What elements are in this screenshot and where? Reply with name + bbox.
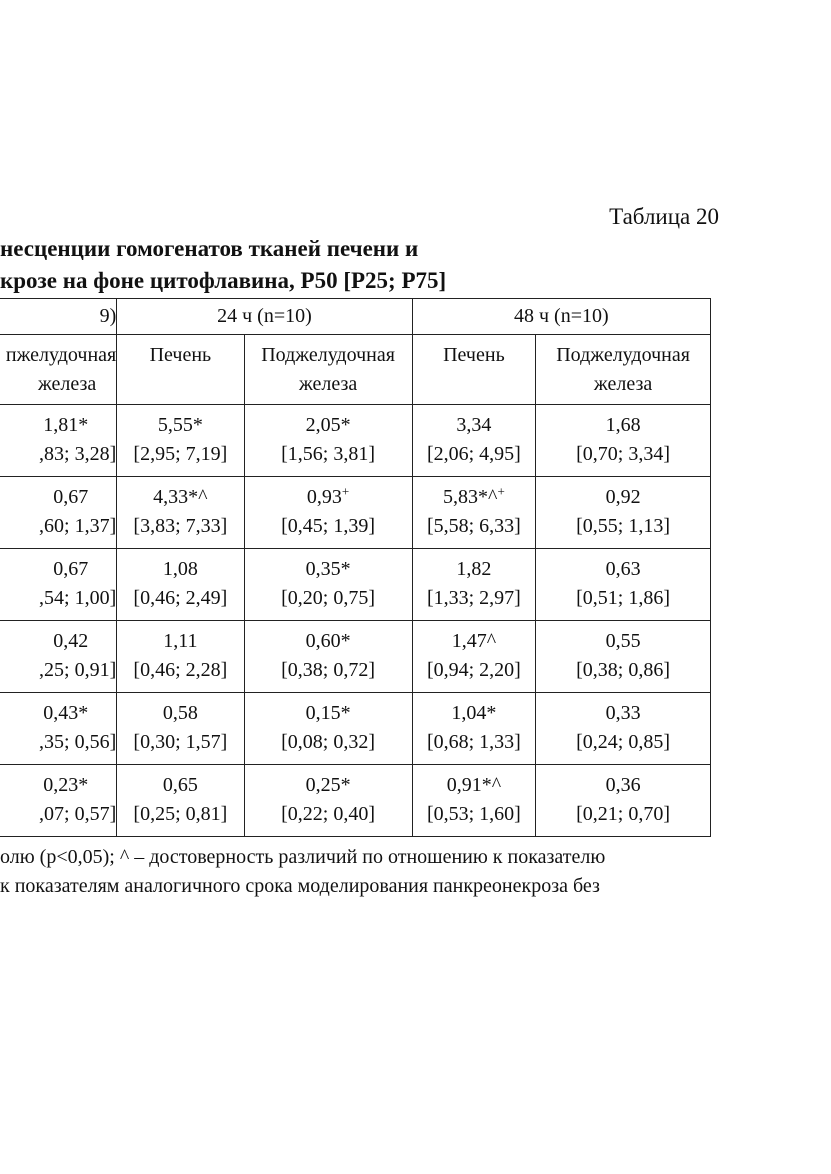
cell-median: 1,82 — [456, 558, 492, 580]
cell-range: [0,53; 1,60] — [426, 803, 521, 825]
cell-median: 0,23* — [43, 774, 89, 796]
cell-range: [0,46; 2,28] — [133, 659, 228, 681]
cell-value — [245, 699, 412, 728]
cell-range: [0,21; 0,70] — [576, 803, 671, 825]
cell-value — [117, 627, 243, 656]
cell-median: 0,25* — [305, 774, 351, 796]
cell-value — [413, 771, 535, 800]
cell-value — [413, 627, 535, 656]
cell-value — [413, 555, 535, 584]
cell-range: [0,38; 0,86] — [576, 659, 671, 681]
cell-value — [0, 699, 116, 728]
table-cell — [244, 765, 412, 837]
group-header-24h: 24 ч (n=10) — [117, 299, 412, 335]
cell-value — [536, 483, 710, 512]
cell-value — [536, 771, 710, 800]
cell-median: 5,83*^ — [443, 486, 498, 508]
table-cell — [117, 621, 244, 693]
table-cell — [412, 477, 535, 549]
cell-range: ,60; 1,37] — [39, 515, 117, 537]
table-cell — [0, 765, 117, 837]
table-row — [0, 405, 711, 477]
cell-range: ,35; 0,56] — [39, 731, 117, 753]
cell-value — [245, 771, 412, 800]
table-row — [0, 621, 711, 693]
cell-median: 4,33*^ — [153, 486, 208, 508]
cell-range: [0,51; 1,86] — [576, 587, 671, 609]
organ-header-cell — [0, 335, 117, 405]
cell-value — [245, 555, 412, 584]
data-table-body — [0, 299, 711, 837]
table-cell — [117, 549, 244, 621]
organ-header-line-1: Поджелудочная — [261, 344, 395, 366]
data-table — [0, 298, 711, 837]
cell-significance-mark: + — [497, 483, 505, 499]
cell-median: 1,11 — [163, 630, 198, 652]
cell-range: [2,95; 7,19] — [133, 443, 228, 465]
cell-range: [0,45; 1,39] — [281, 515, 376, 537]
cell-median: 0,42 — [53, 630, 89, 652]
cell-range: [0,08; 0,32] — [281, 731, 376, 753]
cell-range: [0,20; 0,75] — [281, 587, 376, 609]
footnote-line-2: к показателям аналогичного срока моделирования панкреонекроза без — [0, 875, 600, 897]
cell-range: ,25; 0,91] — [39, 659, 117, 681]
cell-median: 0,58 — [162, 702, 198, 724]
table-cell — [536, 405, 711, 477]
cell-median: 1,04* — [451, 702, 497, 724]
cell-value — [245, 483, 412, 512]
cell-range: [0,70; 3,34] — [576, 443, 671, 465]
table-cell — [536, 549, 711, 621]
cell-value — [536, 699, 710, 728]
table-cell — [0, 693, 117, 765]
table-row — [0, 477, 711, 549]
table-cell — [0, 549, 117, 621]
cell-range: [0,55; 1,13] — [576, 515, 671, 537]
table-cell — [412, 549, 535, 621]
cell-median: 0,91*^ — [446, 774, 502, 796]
cell-value — [413, 411, 535, 440]
footnote-line-1: олю (р<0,05); ^ – достоверность различий по отношению к показателю — [0, 846, 606, 868]
organ-header-row — [0, 335, 711, 405]
cell-median: 1,08 — [162, 558, 198, 580]
cell-range: [5,58; 6,33] — [426, 515, 521, 537]
organ-header-line-1: Поджелудочная — [556, 344, 690, 366]
cell-value — [0, 483, 116, 512]
table-cell — [117, 405, 244, 477]
table-cell — [117, 765, 244, 837]
table-row — [0, 693, 711, 765]
table-cell — [536, 477, 711, 549]
group-header-row — [0, 299, 711, 335]
cell-median: 0,60* — [305, 630, 351, 652]
cell-range: [0,46; 2,49] — [133, 587, 228, 609]
organ-header-line-2: железа — [593, 373, 653, 395]
table-cell — [0, 405, 117, 477]
cell-range: [0,30; 1,57] — [133, 731, 228, 753]
cell-range: [0,22; 0,40] — [281, 803, 376, 825]
cell-range: [1,56; 3,81] — [281, 443, 376, 465]
cell-value — [117, 411, 243, 440]
table-cell — [0, 621, 117, 693]
table-cell — [536, 621, 711, 693]
table-cell — [244, 405, 412, 477]
table-title-line-1: несценции гомогенатов тканей печени и — [0, 236, 419, 261]
cell-value — [413, 699, 535, 728]
cell-median: 0,67 — [53, 486, 89, 508]
table-cell — [412, 405, 535, 477]
cell-value — [413, 483, 535, 512]
organ-header-line-2: железа — [37, 373, 97, 395]
table-cell — [0, 477, 117, 549]
cell-median: 1,47^ — [451, 630, 497, 652]
cell-value — [117, 483, 243, 512]
table-cell — [412, 693, 535, 765]
cell-median: 2,05* — [305, 414, 351, 436]
organ-header-cell — [536, 335, 711, 405]
organ-header-line-2: железа — [298, 373, 358, 395]
organ-header-line-1: Печень — [149, 344, 212, 366]
cell-range: ,07; 0,57] — [39, 803, 117, 825]
cell-median: 0,15* — [305, 702, 351, 724]
cell-median: 3,34 — [456, 414, 492, 436]
organ-header-line-1: Печень — [443, 344, 505, 366]
organ-header-line-1: пжелудочная — [5, 344, 117, 366]
table-cell — [244, 477, 412, 549]
cell-value — [117, 771, 243, 800]
cell-median: 0,67 — [53, 558, 89, 580]
cell-median: 0,35* — [305, 558, 351, 580]
cell-value — [0, 771, 116, 800]
organ-header-cell — [244, 335, 412, 405]
organ-header-cell — [117, 335, 244, 405]
cell-value — [117, 699, 243, 728]
cell-range: [0,24; 0,85] — [576, 731, 671, 753]
table-cell — [117, 477, 244, 549]
table-cell — [117, 693, 244, 765]
table-title-line-2: крозе на фоне цитофлавина, P50 [P25; P75] — [0, 268, 447, 293]
cell-value — [245, 411, 412, 440]
cell-value — [536, 555, 710, 584]
cell-value — [536, 627, 710, 656]
table-cell — [412, 621, 535, 693]
cell-value — [0, 411, 116, 440]
cell-median: 0,36 — [605, 774, 641, 796]
table-cell — [536, 765, 711, 837]
cell-median: 0,33 — [605, 702, 641, 724]
cell-value — [117, 555, 243, 584]
cell-median: 0,93 — [306, 486, 342, 508]
cell-range: [0,38; 0,72] — [281, 659, 376, 681]
cell-range: [3,83; 7,33] — [133, 515, 228, 537]
table-number-label: Таблица 20 — [609, 204, 719, 229]
cell-value — [0, 627, 116, 656]
organ-header-cell — [412, 335, 535, 405]
group-header-first-label: 9) — [99, 305, 117, 327]
cell-value — [245, 627, 412, 656]
cell-range: [1,33; 2,97] — [426, 587, 521, 609]
table-cell — [412, 765, 535, 837]
cell-range: [0,25; 0,81] — [133, 803, 228, 825]
cell-value — [536, 411, 710, 440]
cell-median: 0,55 — [605, 630, 641, 652]
cell-median: 1,68 — [605, 414, 641, 436]
cell-median: 0,43* — [43, 702, 89, 724]
cell-range: ,83; 3,28] — [39, 443, 117, 465]
cell-median: 0,65 — [162, 774, 198, 796]
table-cell — [244, 549, 412, 621]
cell-median: 0,63 — [605, 558, 641, 580]
cell-median: 5,55* — [157, 414, 203, 436]
group-header-first — [0, 299, 117, 335]
cell-value — [0, 555, 116, 584]
cell-range: [0,94; 2,20] — [426, 659, 521, 681]
table-cell — [244, 621, 412, 693]
cell-range: [0,68; 1,33] — [426, 731, 521, 753]
cell-range: [2,06; 4,95] — [426, 443, 521, 465]
cell-median: 1,81* — [43, 414, 89, 436]
table-row — [0, 549, 711, 621]
cell-range: ,54; 1,00] — [39, 587, 117, 609]
table-cell — [244, 693, 412, 765]
table-row — [0, 765, 711, 837]
group-header-48h: 48 ч (n=10) — [412, 299, 710, 335]
cell-median: 0,92 — [605, 486, 641, 508]
table-cell — [536, 693, 711, 765]
cell-significance-mark: + — [341, 483, 350, 499]
